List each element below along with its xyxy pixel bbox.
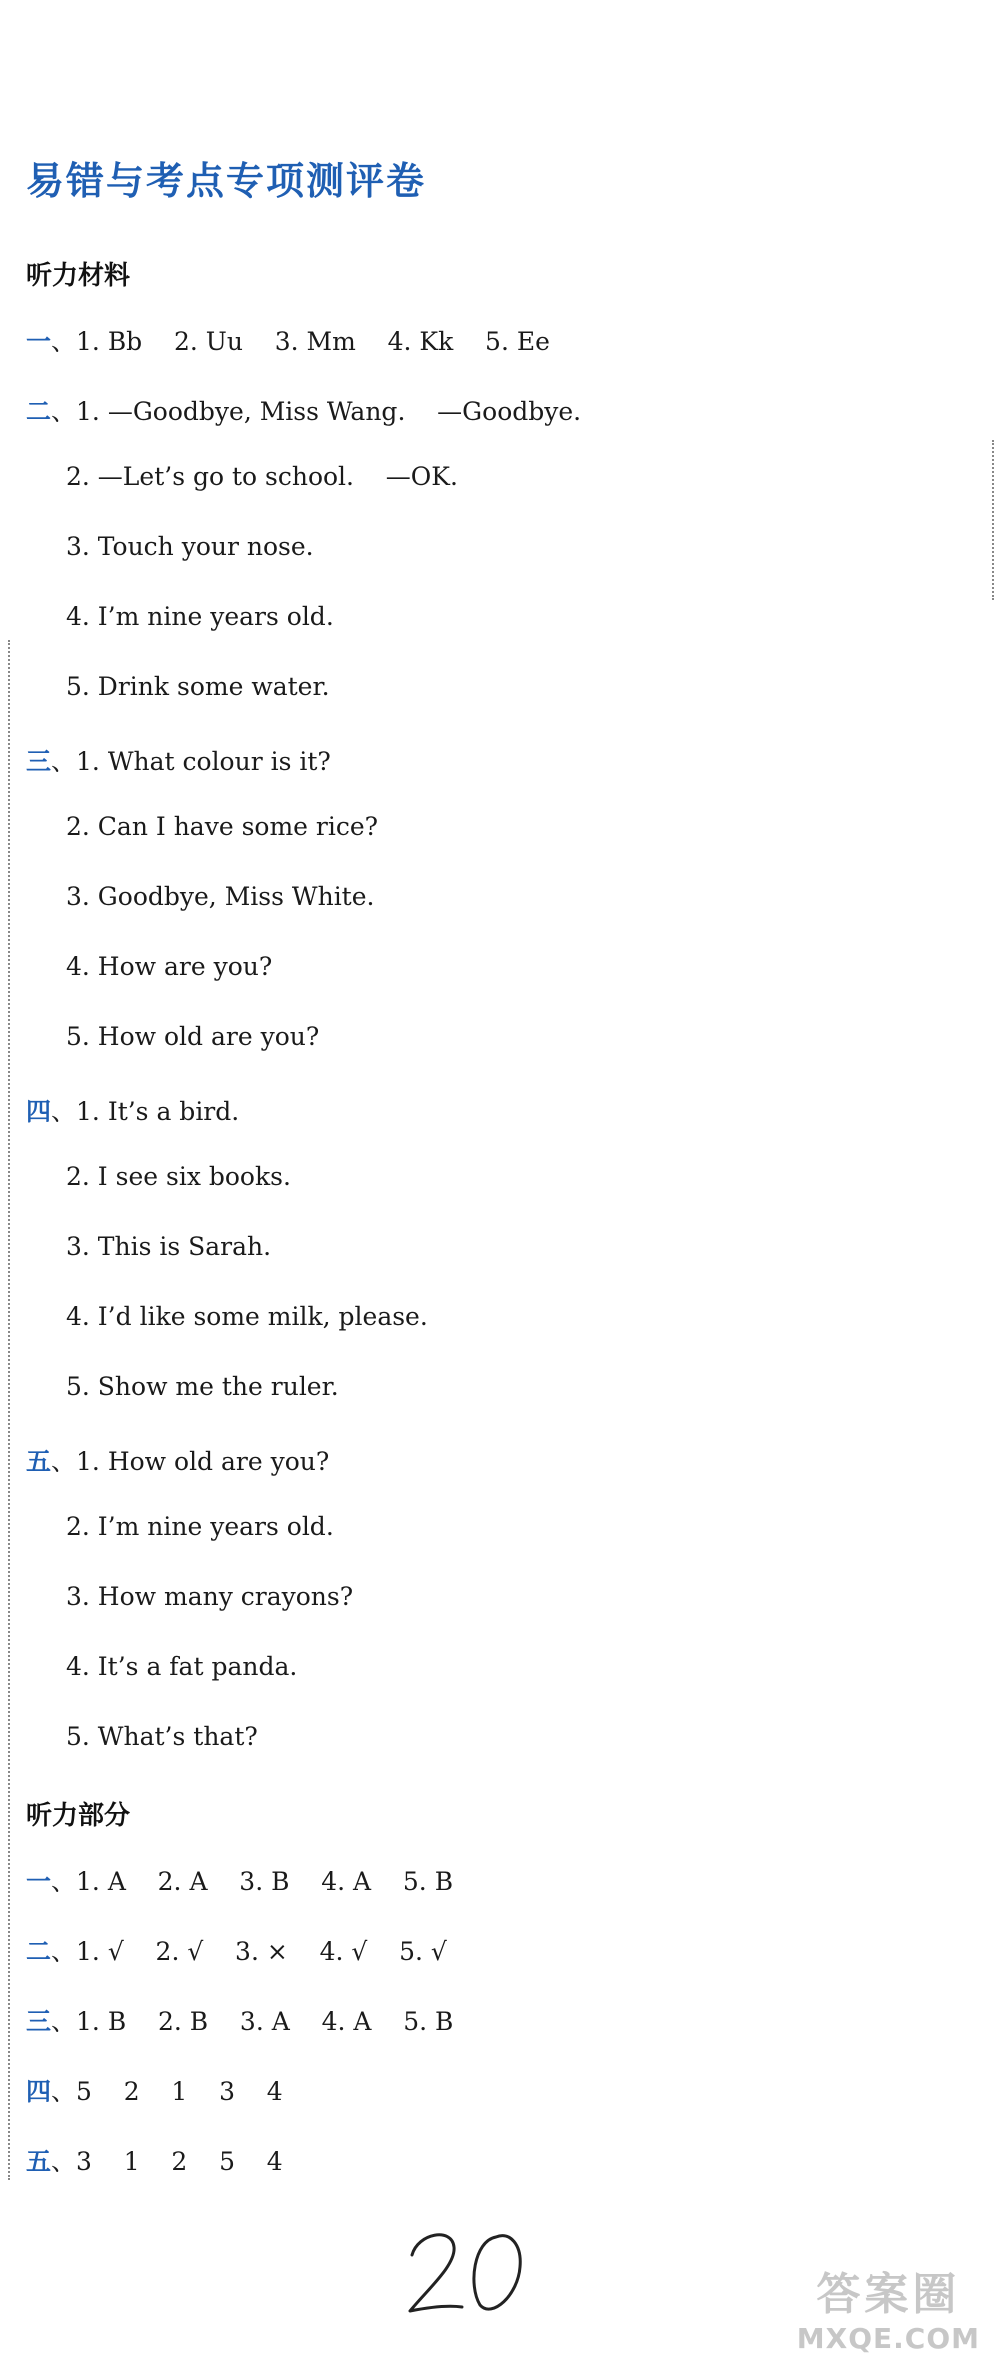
- answer-line: 五、3 1 2 5 4: [26, 2147, 283, 2176]
- answer-line: 三、1. What colour is it?: [26, 747, 331, 776]
- answer-line: 4. How are you?: [66, 952, 273, 981]
- answer-line: 5. Drink some water.: [66, 672, 330, 701]
- answer-line: 4. I’m nine years old.: [66, 602, 334, 631]
- answer-line: 4. I’d like some milk, please.: [66, 1302, 428, 1331]
- answer-line: 五、1. How old are you?: [26, 1447, 330, 1476]
- answer-line: 二、1. —Goodbye, Miss Wang. —Goodbye.: [26, 397, 582, 426]
- answer-line: 2. Can I have some rice?: [66, 812, 379, 841]
- section-heading-listening-material: 听力材料: [26, 261, 131, 291]
- answer-line: 3. This is Sarah.: [66, 1232, 272, 1261]
- margin-dotted-line: [8, 640, 10, 2180]
- margin-dotted-line: [992, 440, 994, 600]
- watermark-url: MXQE.COM: [796, 2322, 980, 2355]
- answer-line: 3. How many crayons?: [66, 1582, 354, 1611]
- handwritten-page-number: [400, 2215, 540, 2325]
- answer-line: 5. Show me the ruler.: [66, 1372, 339, 1401]
- answer-line: 3. Touch your nose.: [66, 532, 314, 561]
- answer-line: 3. Goodbye, Miss White.: [66, 882, 375, 911]
- page-title: 易错与考点专项测评卷: [26, 159, 427, 203]
- answer-line: 4. It’s a fat panda.: [66, 1652, 298, 1681]
- answer-line: 2. I’m nine years old.: [66, 1512, 334, 1541]
- answer-line: 一、1. A 2. A 3. B 4. A 5. B: [26, 1867, 454, 1896]
- answer-line: 四、5 2 1 3 4: [26, 2077, 283, 2106]
- answer-line: 5. How old are you?: [66, 1022, 320, 1051]
- answer-line: 2. —Let’s go to school. —OK.: [66, 462, 458, 491]
- answer-line: 2. I see six books.: [66, 1162, 291, 1191]
- watermark-logo: [797, 2258, 980, 2355]
- answer-line: 三、1. B 2. B 3. A 4. A 5. B: [26, 2007, 454, 2036]
- answer-line: 5. What’s that?: [66, 1722, 258, 1751]
- answer-line: 二、1. √ 2. √ 3. × 4. √ 5. √: [26, 1937, 447, 1966]
- answer-line: 一、1. Bb 2. Uu 3. Mm 4. Kk 5. Ee: [26, 327, 550, 356]
- section-heading-listening-part: 听力部分: [26, 1801, 131, 1831]
- answer-line: 四、1. It’s a bird.: [26, 1097, 240, 1126]
- watermark-text: 答案圈: [816, 2269, 961, 2320]
